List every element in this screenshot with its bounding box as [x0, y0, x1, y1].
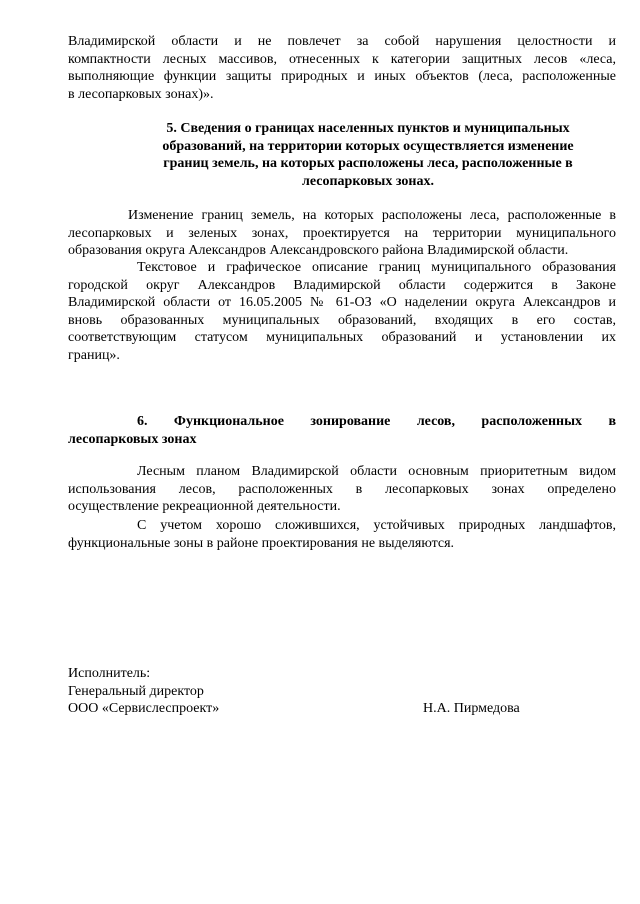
section-6-paragraph-2: [68, 517, 616, 552]
section-5-paragraph-1: [68, 207, 616, 260]
text-line: осуществление рекреационной деятельности.: [68, 499, 341, 515]
heading-number: 6.: [137, 414, 148, 429]
text-line: Текстовое и графическое описание границ муниципального образования: [137, 260, 616, 275]
text-line: образования округа Александров Александровского района Владимирской области.: [68, 243, 569, 259]
text-line: городской округ Александров Владимирской области содержится в Законе: [68, 277, 616, 293]
heading-line: границ земель, на которых расположены леса, расположенные в: [163, 156, 573, 172]
text-line: выполняющие функции защиты природных и иных объектов (леса, расположенные: [68, 69, 616, 85]
heading-word: расположенных: [481, 414, 583, 429]
section-5-heading: [130, 120, 606, 190]
text-line: использования лесов, расположенных в лесопарковых зонах определено: [68, 481, 616, 497]
executor-name: Н.А. Пирмедова: [423, 701, 520, 716]
heading-line: 5. Сведения о границах населенных пунктов и муниципальных: [166, 121, 570, 136]
section-6-paragraph-1: [68, 463, 616, 516]
text-line: лесопарковых и зеленых зонах, проектируется на территории муниципального: [68, 225, 616, 241]
heading-line: образований, на территории которых осуществляется изменение: [162, 138, 574, 154]
heading-word: в: [608, 414, 617, 429]
executor-position: Генеральный директор: [68, 684, 204, 699]
heading-line: лесопарковых зонах.: [302, 173, 434, 189]
heading-word: Функциональное: [173, 414, 284, 429]
heading-word: зонирование: [310, 414, 391, 429]
text-line: соответствующим статусом муниципальных образований и установлении их: [68, 330, 616, 346]
heading-line: [68, 413, 616, 431]
text-line: Лесным планом Владимирской области основным приоритетным видом: [137, 464, 616, 479]
heading-word: лесов,: [416, 414, 455, 429]
executor-label: Исполнитель:: [68, 666, 151, 681]
section-5-paragraph-2: [68, 259, 616, 365]
text-line: С учетом хорошо сложившихся, устойчивых природных ландшафтов,: [137, 518, 616, 533]
text-line: Владимирской области и не повлечет за собой нарушения целостности и: [68, 34, 616, 49]
text-line: границ».: [68, 347, 120, 363]
executor-company: ООО «Сервислеспроект»: [68, 701, 220, 716]
text-line: Изменение границ земель, на которых расположены леса, расположенные в: [128, 208, 616, 223]
text-line: в лесопарковых зонах)».: [68, 86, 214, 102]
text-line: компактности лесных массивов, отнесенных к категории защитных лесов «леса,: [68, 51, 616, 67]
text-line: Владимирской области от 16.05.2005 № 61-ОЗ «О наделении округа Александров и: [68, 295, 616, 311]
intro-paragraph: [68, 33, 616, 103]
section-6-heading: [68, 413, 616, 448]
text-line: вновь образованных муниципальных образований, входящих в его состав,: [68, 312, 616, 328]
heading-line: лесопарковых зонах: [68, 431, 197, 447]
text-line: функциональные зоны в районе проектирования не выделяются.: [68, 535, 455, 551]
